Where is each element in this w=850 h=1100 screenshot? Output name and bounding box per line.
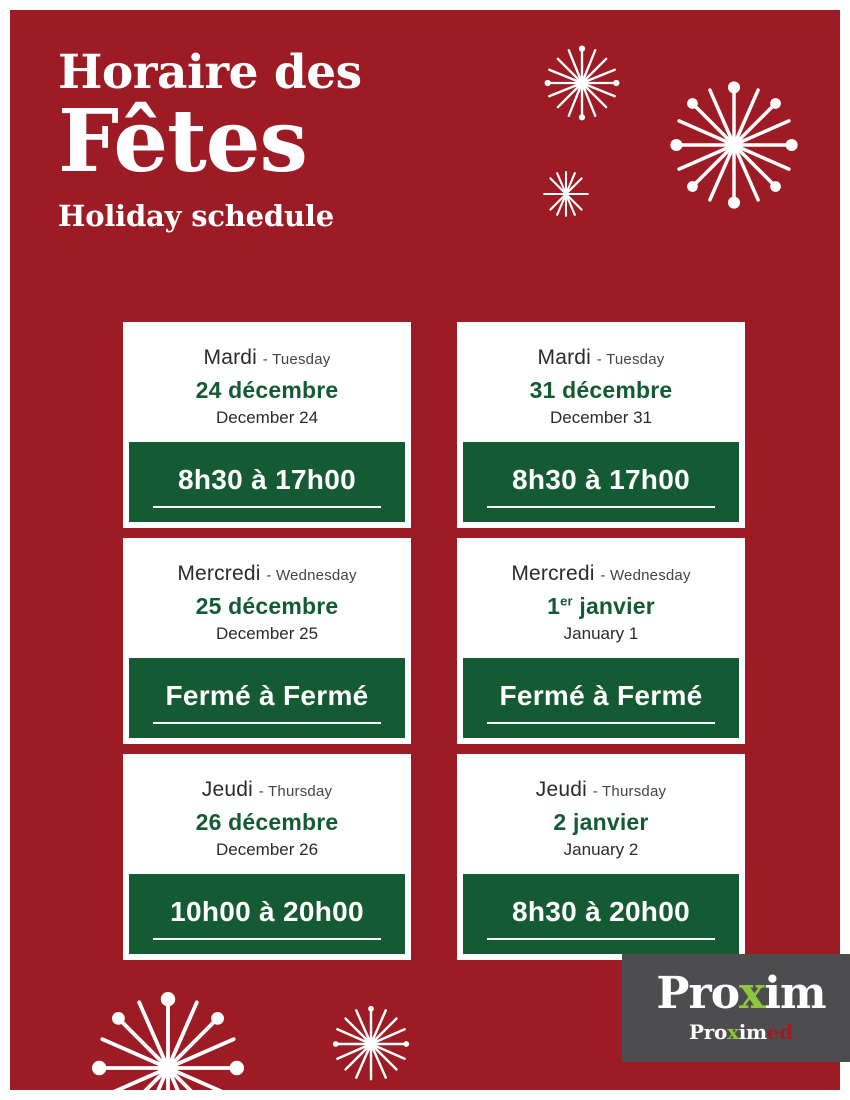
logo-sub-ed: ed xyxy=(766,1020,793,1044)
hours-underline xyxy=(487,938,715,940)
hours-underline xyxy=(487,506,715,508)
logo-name-pre: Pro xyxy=(656,968,740,1019)
schedule-card xyxy=(457,322,745,528)
card-date-block xyxy=(463,544,739,658)
schedule-card xyxy=(457,754,745,960)
date-fr-text: 1er janvier xyxy=(547,593,655,619)
date-fr: 25 décembre xyxy=(195,593,339,619)
snowflake-icon xyxy=(88,988,248,1100)
day-name-fr: Mardi xyxy=(537,346,592,369)
logo-sub-x: x xyxy=(727,1020,739,1044)
day-name-en: - Thursday xyxy=(258,783,333,800)
date-fr: 2 janvier xyxy=(553,809,649,835)
day-name-fr: Jeudi xyxy=(201,778,253,801)
hours-text: Fermé à Fermé xyxy=(499,680,703,711)
card-hours-block xyxy=(463,874,739,954)
day-line xyxy=(467,778,735,802)
day-name-en: - Tuesday xyxy=(596,351,665,368)
schedule-card xyxy=(123,538,411,744)
date-fr: 24 décembre xyxy=(195,377,339,403)
logo-wordmark xyxy=(656,968,826,1019)
date-en: December 31 xyxy=(549,408,653,427)
hours-text: 8h30 à 17h00 xyxy=(178,464,356,495)
date-en: December 26 xyxy=(215,840,319,859)
schedule-card-grid xyxy=(123,322,747,960)
day-line xyxy=(467,346,735,370)
date-en: December 25 xyxy=(215,624,319,643)
hours-underline xyxy=(153,722,381,724)
logo-name-x: x xyxy=(739,968,765,1019)
snowflake-icon xyxy=(543,44,621,122)
title-line-1: Horaire des xyxy=(58,45,362,100)
proxim-logo xyxy=(622,954,850,1062)
card-hours-block xyxy=(463,658,739,738)
day-line xyxy=(133,562,401,586)
date-fr: 31 décembre xyxy=(529,377,673,403)
day-name-en: - Thursday xyxy=(592,783,667,800)
card-hours-block xyxy=(129,874,405,954)
day-name-fr: Mercredi xyxy=(177,562,261,585)
hours-underline xyxy=(153,938,381,940)
poster-header xyxy=(58,45,518,234)
logo-sub-wordmark xyxy=(689,1020,793,1044)
day-name-en: - Wednesday xyxy=(266,567,357,584)
card-date-block xyxy=(463,760,739,874)
day-line xyxy=(133,346,401,370)
card-hours-block xyxy=(129,442,405,522)
card-date-block xyxy=(129,544,405,658)
day-line xyxy=(133,778,401,802)
snowflake-icon xyxy=(540,168,592,220)
hours-text: 8h30 à 17h00 xyxy=(512,464,690,495)
day-name-en: - Tuesday xyxy=(262,351,331,368)
hours-text: 10h00 à 20h00 xyxy=(170,896,364,927)
schedule-card xyxy=(457,538,745,744)
day-name-fr: Mardi xyxy=(203,346,258,369)
schedule-card xyxy=(123,322,411,528)
hours-underline xyxy=(153,506,381,508)
schedule-card xyxy=(123,754,411,960)
hours-text: 8h30 à 20h00 xyxy=(512,896,690,927)
title-subtitle: Holiday schedule xyxy=(58,199,334,234)
day-name-en: - Wednesday xyxy=(600,567,691,584)
date-fr: 26 décembre xyxy=(195,809,339,835)
card-hours-block xyxy=(463,442,739,522)
logo-name-post: im xyxy=(764,968,826,1019)
title-line-2: Fêtes xyxy=(58,91,307,193)
logo-sub-post: im xyxy=(738,1020,767,1044)
logo-sub-pre: Pro xyxy=(689,1020,728,1044)
day-name-fr: Jeudi xyxy=(535,778,587,801)
date-en: January 1 xyxy=(563,624,639,643)
snowflake-icon xyxy=(667,78,801,212)
day-name-fr: Mercredi xyxy=(511,562,595,585)
day-line xyxy=(467,562,735,586)
date-en: January 2 xyxy=(563,840,639,859)
date-fr xyxy=(467,593,735,620)
snowflake-icon xyxy=(330,1003,412,1085)
date-en: December 24 xyxy=(215,408,319,427)
card-date-block xyxy=(129,328,405,442)
card-date-block xyxy=(463,328,739,442)
card-date-block xyxy=(129,760,405,874)
hours-text: Fermé à Fermé xyxy=(165,680,369,711)
card-hours-block xyxy=(129,658,405,738)
hours-underline xyxy=(487,722,715,724)
